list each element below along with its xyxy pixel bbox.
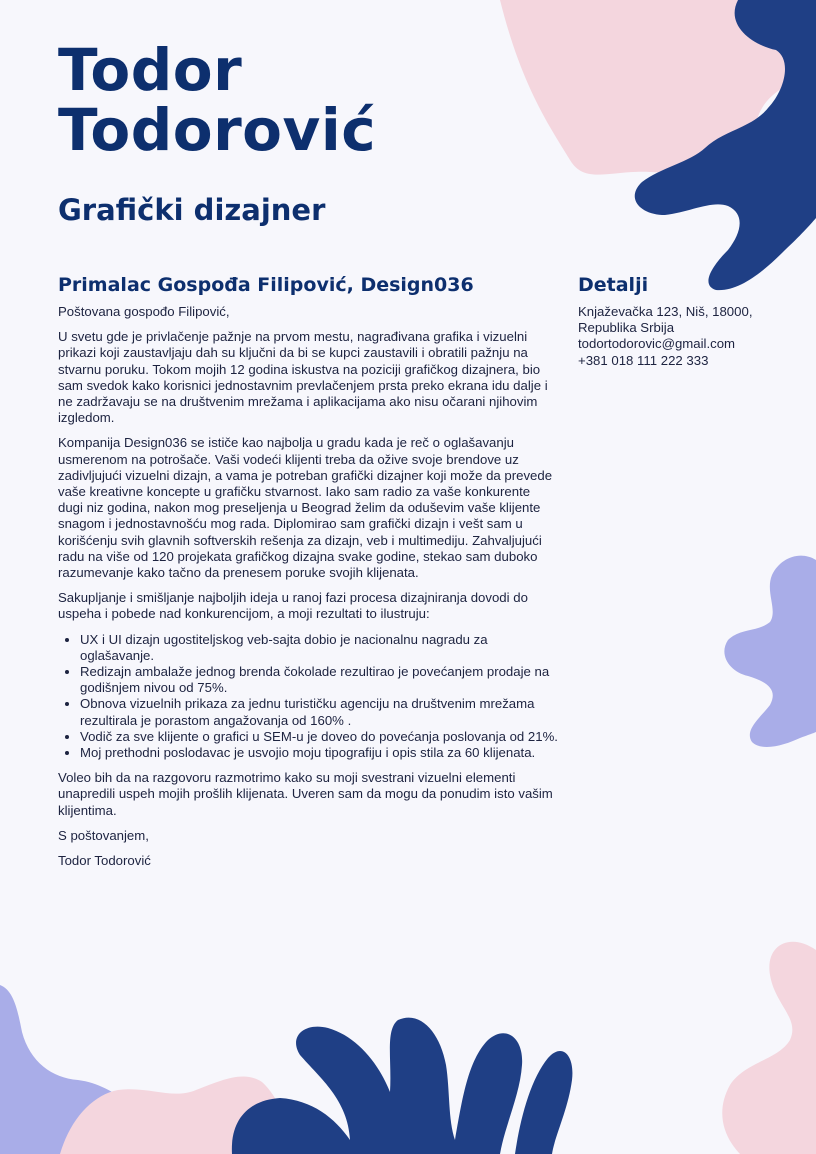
job-title: Grafički dizajner — [58, 193, 326, 227]
details-heading: Detalji — [578, 274, 649, 296]
name-first: Todor — [58, 36, 243, 104]
phone: +381 018 111 222 333 — [578, 352, 709, 368]
paragraph-3: Sakupljanje i smišljanje najboljih ideja u ranoj fazi procesa dizajniranja dovodi do uspeha i pobede nad konkurencijom, a moji rezultati to ilustruju: — [58, 590, 528, 622]
name-last: Todorović — [58, 96, 377, 164]
signature: Todor Todorović — [58, 853, 151, 869]
address-line-1: Knjaževačka 123, Niš, 18000, — [578, 304, 753, 319]
closing-paragraph: Voleo bih da na razgovoru razmotrimo kako su moji svestrani vizuelni elementi unapredili uspeh mojih prošlih klijenata. Uveren sam da mogu da ponudim isto vašim klijentima. — [58, 770, 553, 818]
applicant-name — [58, 36, 377, 164]
email: todortodorovic@gmail.com — [578, 336, 736, 352]
paragraph-2: Kompanija Design036 se ističe kao najbolja u gradu kada je reč o oglašavanju usmerenom na potrošače. Vaši vodeći klijenti treba da ožive svoje brendove uz zadivljujući vizuelni dizajn, a vama je potreban grafički dizajner koji može da prevede vaše kreativne koncepte u grafičku stvarnost. Iako sam radio za vaše konkurente dugi niz godina, nakon mog preseljenja u Beograd želim da oduševim vaše klijente snagom i jednostavnošću mog rada. Diplomirao sam grafički dizajn i vešt sam u korišćenju svih glavnih softverskih rešenja za dizajn, veb i multimediju. Zahvaljujući radu na više od 120 projekata grafičkog dizajna svake godine, stekao sam duboko razumevanje kako tačno da prenesem poruke svojih klijenata. — [58, 435, 553, 581]
list-item: • Moj prethodni poslodavac je usvojio moju tipografiju i opis stila za 60 klijenata. — [80, 745, 558, 761]
list-item: • Obnova vizuelnih prikaza za jednu turističku agenciju na društvenim mrežama rezultirala je porastom angažovanja od 160% . — [80, 696, 558, 728]
list-item: • Redizajn ambalaže jednog brenda čokolade rezultirao je povećanjem prodaje na godišnjem nivou od 75%. — [80, 664, 558, 696]
list-item: • UX i UI dizajn ugostiteljskog veb-sajta dobio je nacionalnu nagradu za oglašavanje. — [80, 632, 558, 664]
paragraph-1: U svetu gde je privlačenje pažnje na prvom mestu, nagrađivana grafika i vizuelni prikazi koji zaustavljaju dah su ključni da bi se kupci zaustavili i obratili pažnju na stvarnu poruku. Tokom mojih 12 godina iskustva na poziciji grafičkog dizajnera, bio sam svedok kako korisnici jednostavnim prevlačenjem prsta preko ekrana idu dalje i ne zadržavaju se na društvenim mrežama i aplikacijama ako nisu očarani njihovim izgledom. — [58, 329, 548, 426]
list-item: • Vodič za sve klijente o grafici u SEM-u je doveo do povećanja poslovanja od 21%. — [80, 729, 558, 745]
address-line-2: Republika Srbija — [578, 320, 675, 336]
recipient-heading: Primalac Gospođa Filipović, Design036 — [58, 274, 474, 296]
signoff: S poštovanjem, — [58, 827, 149, 843]
letter-body — [58, 272, 558, 878]
greeting: Poštovana gospođo Filipović, — [58, 304, 230, 319]
details-section — [578, 272, 788, 369]
achievements-list — [58, 632, 558, 762]
